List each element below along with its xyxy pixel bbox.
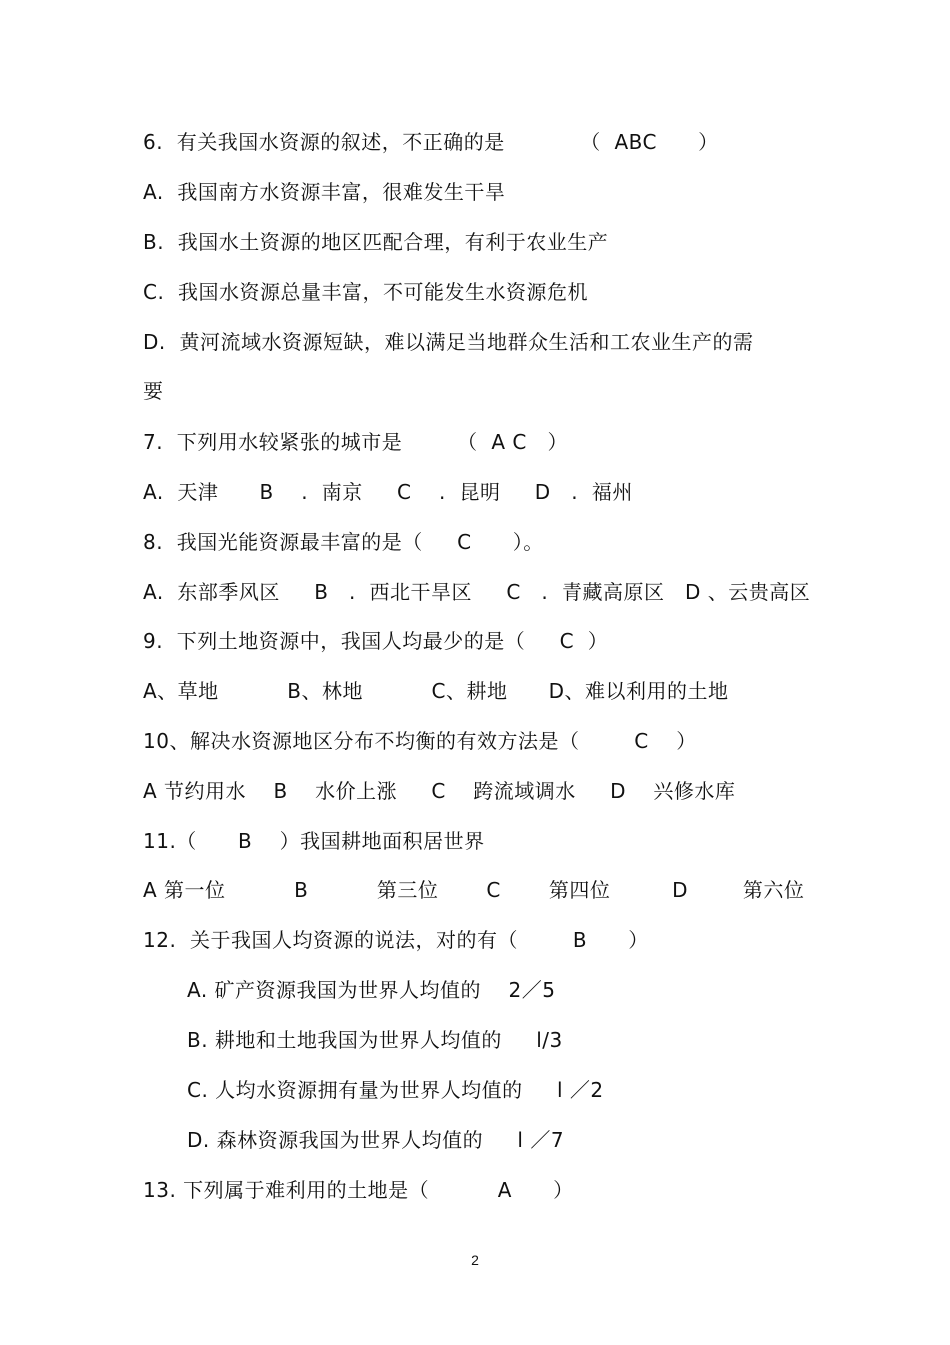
question-11: 11.（ B ）我国耕地面积居世界 <box>143 829 485 853</box>
question-9-options: A、草地 B、林地 C、耕地 D、难以利用的土地 <box>143 679 729 703</box>
question-8: 8. 我国光能资源最丰富的是（ C ）。 <box>143 530 544 554</box>
question-12-option-b: B. 耕地和土地我国为世界人均值的 l/3 <box>187 1028 563 1052</box>
question-12-option-c: C. 人均水资源拥有量为世界人均值的 l ／2 <box>187 1078 604 1102</box>
page-number: 2 <box>471 1252 479 1268</box>
question-12-option-a: A. 矿产资源我国为世界人均值的 2／5 <box>187 978 556 1002</box>
question-12: 12. 关于我国人均资源的说法，对的有（ B ） <box>143 928 649 952</box>
question-6-option-d: D. 黄河流域水资源短缺，难以满足当地群众生活和工农业生产的需 <box>143 330 754 354</box>
question-7: 7. 下列用水较紧张的城市是 （ A C ） <box>143 430 568 454</box>
question-6-option-b: B. 我国水土资源的地区匹配合理，有利于农业生产 <box>143 230 609 254</box>
question-6-option-d-continuation: 要 <box>143 379 164 403</box>
question-6: 6. 有关我国水资源的叙述，不正确的是 （ ABC ） <box>143 130 719 154</box>
question-12-option-d: D. 森林资源我国为世界人均值的 l ／7 <box>187 1128 565 1152</box>
question-11-options: A 第一位 B 第三位 C 第四位 D 第六位 <box>143 878 805 902</box>
question-9: 9. 下列土地资源中，我国人均最少的是（ C ） <box>143 629 609 653</box>
question-7-options: A. 天津 B . 南京 C . 昆明 D . 福州 <box>143 480 633 504</box>
question-10-options: A 节约用水 B 水价上涨 C 跨流域调水 D 兴修水库 <box>143 779 736 803</box>
question-10: 10、解决水资源地区分布不均衡的有效方法是（ C ） <box>143 729 697 753</box>
question-6-option-c: C. 我国水资源总量丰富，不可能发生水资源危机 <box>143 280 589 304</box>
question-13: 13. 下列属于难利用的土地是（ A ） <box>143 1178 574 1202</box>
question-8-options: A. 东部季风区 B . 西北干旱区 C . 青藏高原区 D 、云贵高区 <box>143 580 811 604</box>
question-6-option-a: A. 我国南方水资源丰富，很难发生干旱 <box>143 180 506 204</box>
